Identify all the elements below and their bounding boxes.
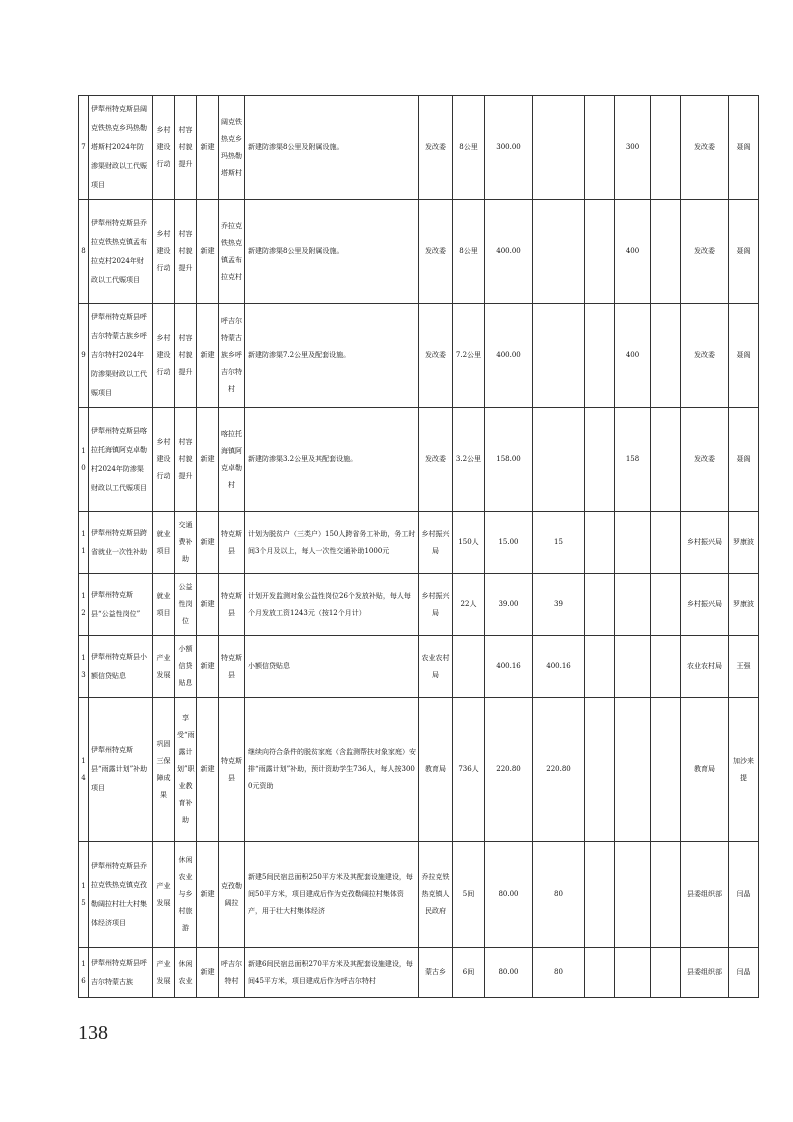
project-location: 特克斯县	[219, 574, 245, 636]
table-row	[79, 408, 759, 512]
project-scale: 736人	[453, 698, 485, 842]
project-table	[78, 95, 759, 998]
table-row	[79, 304, 759, 408]
fund-col-1	[533, 408, 585, 512]
table-row	[79, 574, 759, 636]
implementing-department: 乔拉克铁热克镇人民政府	[419, 842, 453, 948]
fund-col-4	[651, 200, 681, 304]
fund-col-1: 15	[533, 512, 585, 574]
construction-type: 新建	[197, 842, 219, 948]
fund-col-1	[533, 96, 585, 200]
responsible-person: 罗康波	[729, 574, 759, 636]
fund-col-2	[585, 96, 615, 200]
fund-col-4	[651, 698, 681, 842]
fund-col-4	[651, 304, 681, 408]
responsible-unit: 农业农村局	[681, 636, 729, 698]
fund-col-3	[615, 698, 651, 842]
row-number: 11	[79, 512, 89, 574]
total-investment: 220.80	[485, 698, 533, 842]
project-name: 伊犁州特克斯县阔克铁热克乡玛热勒塔斯村2024年防渗渠财政以工代赈项目	[89, 96, 153, 200]
row-number: 14	[79, 698, 89, 842]
construction-type: 新建	[197, 304, 219, 408]
project-category: 乡村建设行动	[153, 408, 175, 512]
responsible-person: 聂阁	[729, 304, 759, 408]
project-name: 伊犁州特克斯县跨省就业一次性补助	[89, 512, 153, 574]
fund-col-2	[585, 574, 615, 636]
row-number: 10	[79, 408, 89, 512]
total-investment: 400.00	[485, 304, 533, 408]
project-subcategory: 村容村貌提升	[175, 200, 197, 304]
total-investment: 39.00	[485, 574, 533, 636]
row-number: 7	[79, 96, 89, 200]
project-name: 伊犁州特克斯县喀拉托海镇阿克卓勒村2024年防渗渠财政以工代赈项目	[89, 408, 153, 512]
project-category: 乡村建设行动	[153, 200, 175, 304]
project-location: 阔克铁热克乡玛热勒塔斯村	[219, 96, 245, 200]
project-location: 特克斯县	[219, 698, 245, 842]
project-scale: 22人	[453, 574, 485, 636]
table-row	[79, 842, 759, 948]
project-name: 伊犁州特克斯县呼吉尔特蒙古族	[89, 948, 153, 998]
project-category: 产业发展	[153, 948, 175, 998]
fund-col-3	[615, 512, 651, 574]
project-content: 新建防渗渠7.2公里及配套设施。	[245, 304, 419, 408]
fund-col-2	[585, 698, 615, 842]
project-subcategory: 交通费补助	[175, 512, 197, 574]
total-investment: 15.00	[485, 512, 533, 574]
table-row	[79, 948, 759, 998]
project-category: 就业项目	[153, 512, 175, 574]
project-subcategory: 村容村貌提升	[175, 96, 197, 200]
construction-type: 新建	[197, 948, 219, 998]
fund-col-4	[651, 636, 681, 698]
fund-col-2	[585, 512, 615, 574]
fund-col-1: 400.16	[533, 636, 585, 698]
fund-col-4	[651, 574, 681, 636]
fund-col-1: 220.80	[533, 698, 585, 842]
table-row	[79, 512, 759, 574]
fund-col-4	[651, 948, 681, 998]
fund-col-2	[585, 200, 615, 304]
total-investment: 300.00	[485, 96, 533, 200]
fund-col-3: 158	[615, 408, 651, 512]
construction-type: 新建	[197, 574, 219, 636]
implementing-department: 乡村振兴局	[419, 512, 453, 574]
responsible-unit: 教育局	[681, 698, 729, 842]
fund-col-3: 400	[615, 200, 651, 304]
project-category: 产业发展	[153, 842, 175, 948]
responsible-unit: 乡村振兴局	[681, 574, 729, 636]
responsible-person: 加沙来提	[729, 698, 759, 842]
project-location: 呼吉尔特蒙古族乡呼吉尔特村	[219, 304, 245, 408]
project-content: 计划为脱贫户（三类户）150人跨省务工补助，务工时间3个月及以上，每人一次性交通补助1000元	[245, 512, 419, 574]
implementing-department: 发改委	[419, 200, 453, 304]
table-row	[79, 698, 759, 842]
project-subcategory: 村容村貌提升	[175, 408, 197, 512]
responsible-unit: 发改委	[681, 304, 729, 408]
row-number: 16	[79, 948, 89, 998]
row-number: 12	[79, 574, 89, 636]
fund-col-1: 80	[533, 842, 585, 948]
implementing-department: 发改委	[419, 304, 453, 408]
project-scale: 8公里	[453, 96, 485, 200]
fund-col-2	[585, 636, 615, 698]
implementing-department: 发改委	[419, 96, 453, 200]
responsible-unit: 乡村振兴局	[681, 512, 729, 574]
responsible-unit: 发改委	[681, 96, 729, 200]
table-row	[79, 96, 759, 200]
project-content: 新建防渗渠3.2公里及其配套设施。	[245, 408, 419, 512]
project-name: 伊犁州特克斯县“雨露计划”补助项目	[89, 698, 153, 842]
total-investment: 400.16	[485, 636, 533, 698]
fund-col-2	[585, 408, 615, 512]
construction-type: 新建	[197, 200, 219, 304]
project-scale	[453, 636, 485, 698]
construction-type: 新建	[197, 96, 219, 200]
project-subcategory: 公益性岗位	[175, 574, 197, 636]
project-content: 新建6间民宿总面积270平方米及其配套设施建设，每间45平方米，项目建成后作为呼吉尔特村	[245, 948, 419, 998]
page-number: 138	[78, 1022, 108, 1044]
fund-col-1	[533, 304, 585, 408]
fund-col-4	[651, 408, 681, 512]
fund-col-1: 39	[533, 574, 585, 636]
project-category: 乡村建设行动	[153, 304, 175, 408]
project-location: 特克斯县	[219, 512, 245, 574]
fund-col-1: 80	[533, 948, 585, 998]
construction-type: 新建	[197, 636, 219, 698]
responsible-person: 聂阁	[729, 96, 759, 200]
table-row	[79, 636, 759, 698]
project-subcategory: 休闲农业与乡村旅游	[175, 842, 197, 948]
row-number: 13	[79, 636, 89, 698]
fund-col-1	[533, 200, 585, 304]
project-content: 新建5间民宿总面积250平方米及其配套设施建设，每间50平方米，项目建成后作为克孜勒阔拉村集体资产，用于壮大村集体经济	[245, 842, 419, 948]
total-investment: 80.00	[485, 948, 533, 998]
fund-col-3	[615, 842, 651, 948]
responsible-unit: 县委组织部	[681, 842, 729, 948]
project-content: 新建防渗渠8公里及附属设施。	[245, 96, 419, 200]
total-investment: 80.00	[485, 842, 533, 948]
table-body	[79, 96, 759, 998]
project-category: 乡村建设行动	[153, 96, 175, 200]
responsible-person: 聂阁	[729, 408, 759, 512]
construction-type: 新建	[197, 408, 219, 512]
project-category: 巩固三保障成果	[153, 698, 175, 842]
project-location: 喀拉托海镇阿克卓勒村	[219, 408, 245, 512]
project-content: 计划开发监测对象公益性岗位26个发放补贴，每人每个月发放工资1243元（按12个月计）	[245, 574, 419, 636]
project-content: 小额信贷贴息	[245, 636, 419, 698]
fund-col-4	[651, 96, 681, 200]
project-subcategory: 享受“雨露计划”职业教育补助	[175, 698, 197, 842]
project-category: 就业项目	[153, 574, 175, 636]
project-scale: 5间	[453, 842, 485, 948]
fund-col-2	[585, 842, 615, 948]
implementing-department: 发改委	[419, 408, 453, 512]
fund-col-4	[651, 842, 681, 948]
construction-type: 新建	[197, 512, 219, 574]
project-name: 伊犁州特克斯县小额信贷贴息	[89, 636, 153, 698]
responsible-unit: 发改委	[681, 408, 729, 512]
table-row	[79, 200, 759, 304]
project-subcategory: 村容村貌提升	[175, 304, 197, 408]
project-scale: 8公里	[453, 200, 485, 304]
responsible-person: 闫晶	[729, 842, 759, 948]
fund-col-3	[615, 636, 651, 698]
project-location: 特克斯县	[219, 636, 245, 698]
responsible-person: 王强	[729, 636, 759, 698]
project-scale: 3.2公里	[453, 408, 485, 512]
project-location: 呼吉尔特村	[219, 948, 245, 998]
project-name: 伊犁州特克斯县乔拉克铁热克镇孟布拉克村2024年财政以工代赈项目	[89, 200, 153, 304]
total-investment: 158.00	[485, 408, 533, 512]
responsible-person: 闫晶	[729, 948, 759, 998]
project-name: 伊犁州特克斯县乔拉克铁热克镇克孜勒阔拉村壮大村集体经济项目	[89, 842, 153, 948]
responsible-person: 聂阁	[729, 200, 759, 304]
project-location: 克孜勒阔拉	[219, 842, 245, 948]
fund-col-4	[651, 512, 681, 574]
responsible-unit: 县委组织部	[681, 948, 729, 998]
total-investment: 400.00	[485, 200, 533, 304]
project-location: 乔拉克铁热克镇孟布拉克村	[219, 200, 245, 304]
fund-col-3	[615, 574, 651, 636]
implementing-department: 蒙古乡	[419, 948, 453, 998]
construction-type: 新建	[197, 698, 219, 842]
project-subcategory: 休闲农业	[175, 948, 197, 998]
fund-col-2	[585, 948, 615, 998]
fund-col-3	[615, 948, 651, 998]
responsible-person: 罗康波	[729, 512, 759, 574]
project-scale: 7.2公里	[453, 304, 485, 408]
implementing-department: 农业农村局	[419, 636, 453, 698]
fund-col-2	[585, 304, 615, 408]
project-content: 继续向符合条件的脱贫家庭（含监测帮扶对象家庭）安排“雨露计划”补助，预计资助学生736人，每人按3000元资助	[245, 698, 419, 842]
project-scale: 6间	[453, 948, 485, 998]
project-category: 产业发展	[153, 636, 175, 698]
project-name: 伊犁州特克斯县呼吉尔特蒙古族乡呼吉尔特村2024年防渗渠财政以工代赈项目	[89, 304, 153, 408]
row-number: 15	[79, 842, 89, 948]
implementing-department: 乡村振兴局	[419, 574, 453, 636]
project-scale: 150人	[453, 512, 485, 574]
project-subcategory: 小额信贷贴息	[175, 636, 197, 698]
row-number: 8	[79, 200, 89, 304]
fund-col-3: 300	[615, 96, 651, 200]
row-number: 9	[79, 304, 89, 408]
fund-col-3: 400	[615, 304, 651, 408]
project-content: 新建防渗渠8公里及附属设施。	[245, 200, 419, 304]
implementing-department: 教育局	[419, 698, 453, 842]
responsible-unit: 发改委	[681, 200, 729, 304]
project-name: 伊犁州特克斯县“公益性岗位”	[89, 574, 153, 636]
